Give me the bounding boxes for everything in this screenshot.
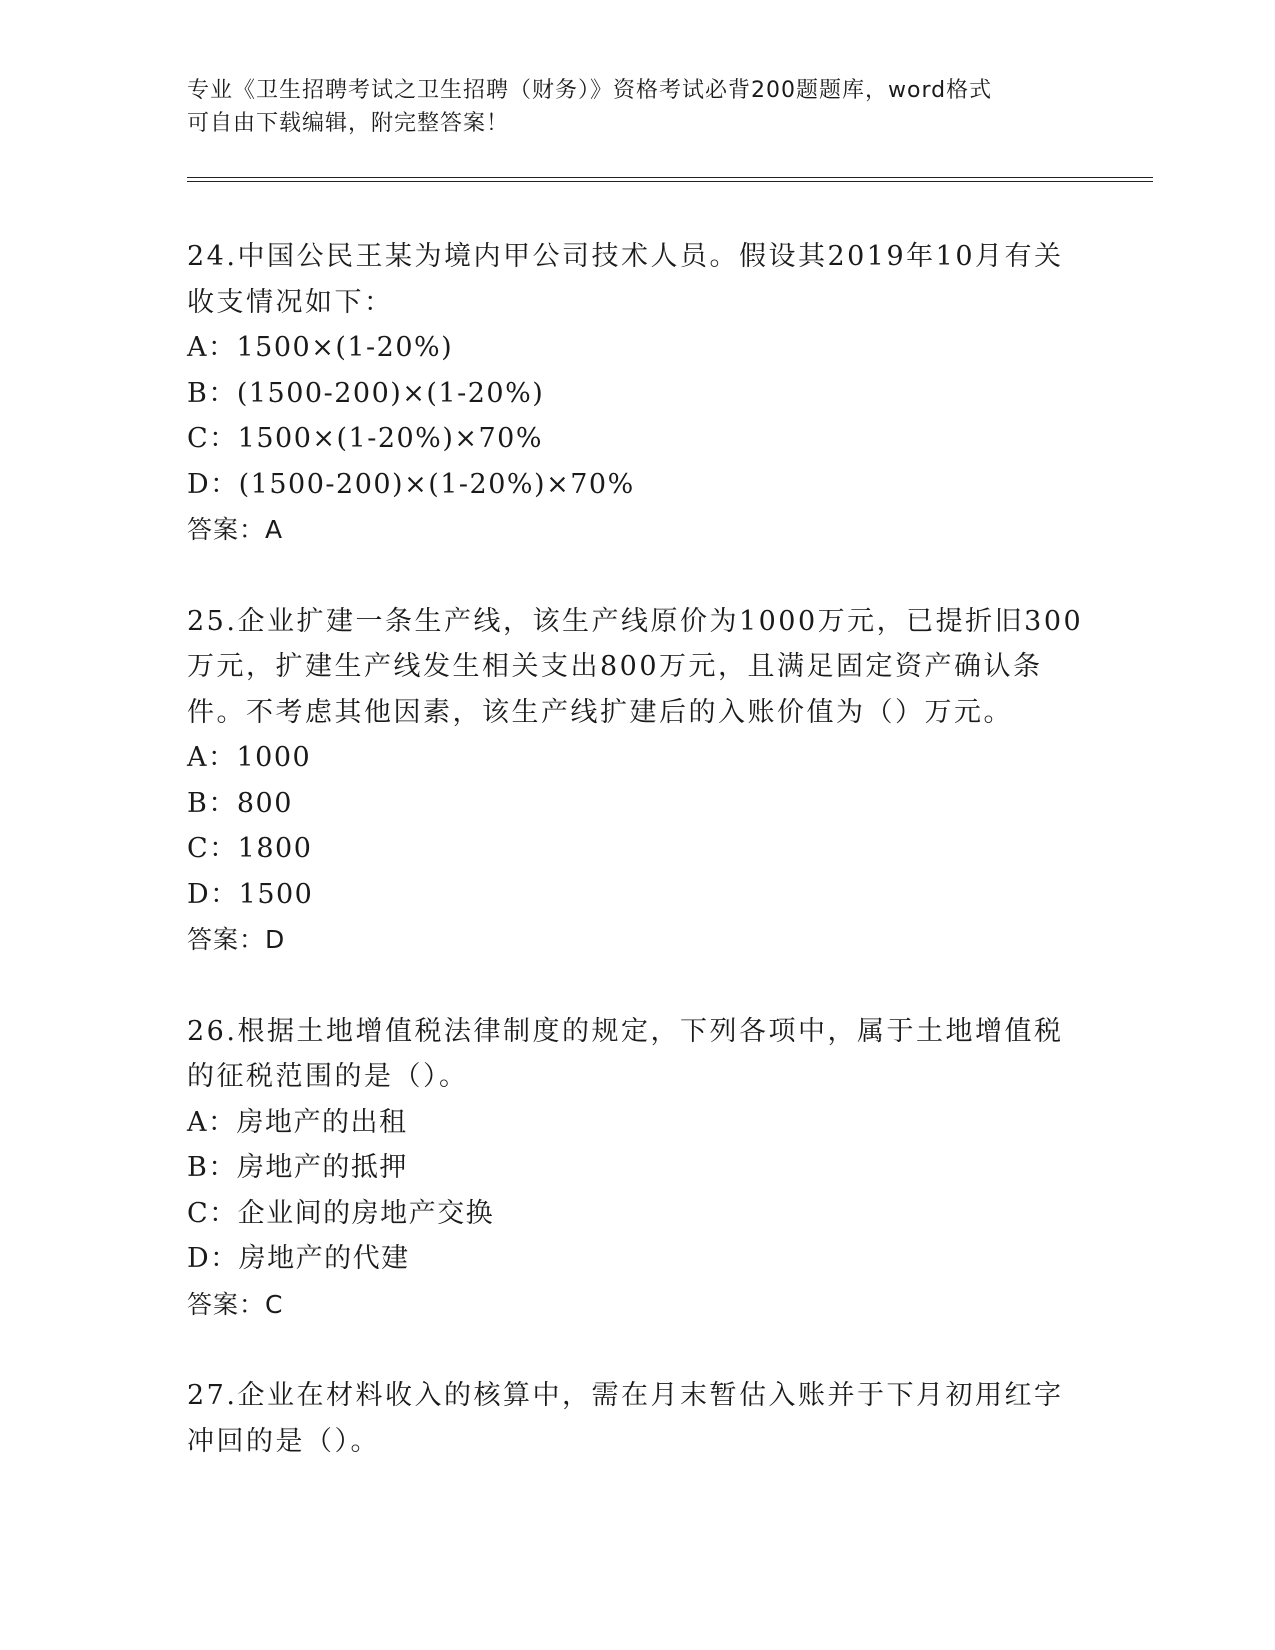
option-c: C：1500×(1-20%)×70% [187,423,544,454]
question-26 [187,1009,1087,1328]
question-list [187,234,1087,1510]
option-d: D：(1500-200)×(1-20%)×70% [187,468,635,500]
question-text: 26.根据土地增值税法律制度的规定，下列各项中，属于土地增值税的征税范围的是（）。 [187,1015,1064,1092]
question-24 [187,234,1087,553]
answer: 答案：A [187,515,284,544]
option-d: D：房地产的代建 [187,1243,410,1274]
option-a: A：房地产的出租 [187,1106,408,1138]
option-b: B：800 [187,787,293,819]
option-c: C：1800 [187,833,313,864]
option-c: C：企业间的房地产交换 [187,1197,495,1229]
option-d: D：1500 [187,878,314,910]
answer: 答案：C [187,1289,284,1319]
option-a: A：1500×(1-20%) [187,332,454,363]
header-divider [187,177,1153,182]
answer: 答案：D [187,925,286,954]
document-header [187,74,1067,140]
question-text: 25.企业扩建一条生产线，该生产线原价为1000万元，已提折旧300万元，扩建生产线发生相关支出800万元，且满足固定资产确认条件。不考虑其他因素，该生产线扩建后的入账价值为（）万元。 [187,605,1084,728]
question-text: 27.企业在材料收入的核算中，需在月末暂估入账并于下月初用红字冲回的是（）。 [187,1380,1064,1457]
option-b: B：房地产的抵押 [187,1152,408,1183]
header-line-1: 专业《卫生招聘考试之卫生招聘（财务）》资格考试必背200题题库，word格式 [187,78,993,103]
option-b: B：(1500-200)×(1-20%) [187,377,545,409]
question-25 [187,599,1087,963]
question-27 [187,1373,1087,1464]
header-line-2: 可自由下载编辑，附完整答案！ [187,111,510,136]
question-text: 24.中国公民王某为境内甲公司技术人员。假设其2019年10月有关收支情况如下： [187,241,1064,318]
option-a: A：1000 [187,742,312,773]
